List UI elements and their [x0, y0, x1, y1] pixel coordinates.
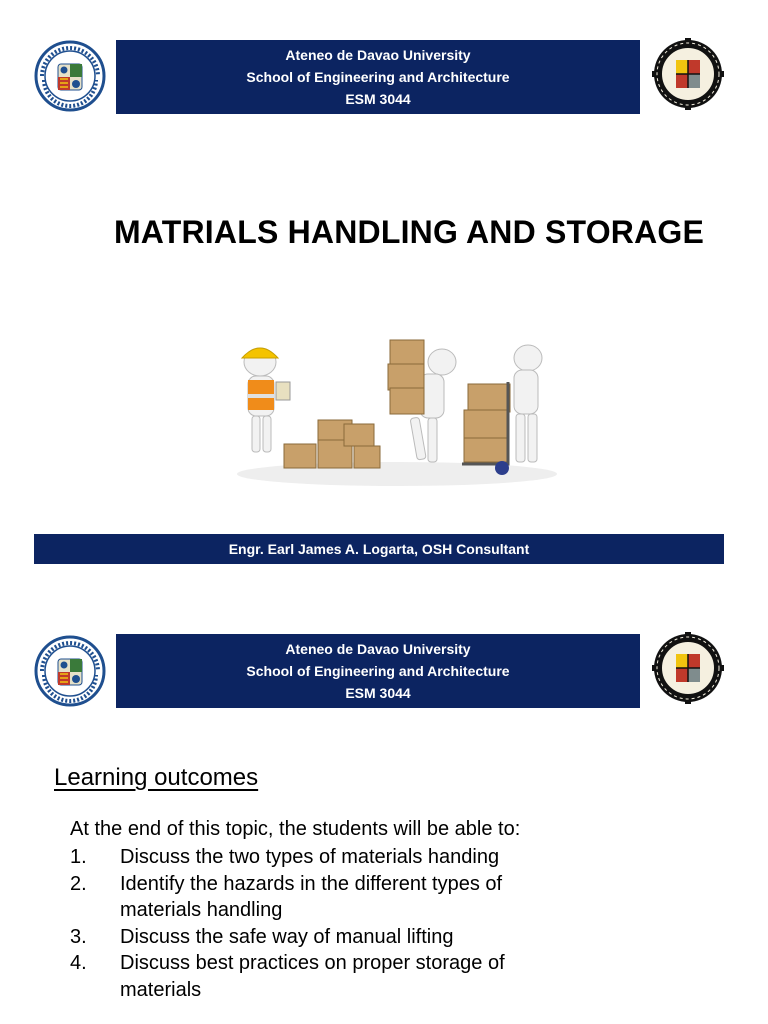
list-text: Discuss the safe way of manual lifting	[120, 925, 454, 948]
hand-truck-figure	[462, 345, 542, 475]
engineering-seal-logo	[652, 38, 724, 110]
header-banner	[116, 634, 640, 708]
list-text: Identify the hazards in the different types of materials handling	[120, 872, 503, 921]
school-name: School of Engineering and Architecture	[246, 69, 510, 85]
course-code: ESM 3044	[345, 685, 411, 701]
list-number: 1.	[70, 846, 87, 868]
header-banner	[116, 40, 640, 114]
list-item	[70, 924, 580, 951]
list-item	[70, 844, 580, 871]
list-item	[70, 871, 580, 924]
ateneo-seal-logo	[34, 40, 106, 112]
section-heading: Learning outcomes	[54, 764, 259, 791]
presenter-name: Engr. Earl James A. Logarta, OSH Consultant	[228, 541, 530, 557]
university-name: Ateneo de Davao University	[285, 47, 471, 63]
worker-figure	[242, 348, 290, 452]
school-name: School of Engineering and Architecture	[246, 663, 510, 679]
box-stack	[284, 420, 380, 468]
intro-text: At the end of this topic, the students will be able to:	[70, 818, 521, 840]
presenter-bar	[34, 534, 724, 564]
ateneo-seal-logo	[34, 635, 106, 707]
carrier-figure	[388, 340, 456, 462]
materials-handling-illustration	[232, 334, 562, 492]
university-name: Ateneo de Davao University	[285, 641, 471, 657]
list-number: 4.	[70, 952, 87, 974]
list-number: 2.	[70, 872, 87, 895]
list-number: 3.	[70, 925, 87, 948]
list-text: Discuss best practices on proper storage of materials	[120, 952, 505, 1001]
learning-outcomes-list	[70, 844, 580, 1003]
list-item	[70, 950, 580, 1003]
learning-outcomes-slide	[0, 590, 768, 1024]
list-text: Discuss the two types of materials handing	[120, 846, 500, 868]
presentation-title: MATRIALS HANDLING AND STORAGE	[113, 214, 705, 250]
engineering-seal-logo	[652, 632, 724, 704]
course-code: ESM 3044	[345, 91, 411, 107]
